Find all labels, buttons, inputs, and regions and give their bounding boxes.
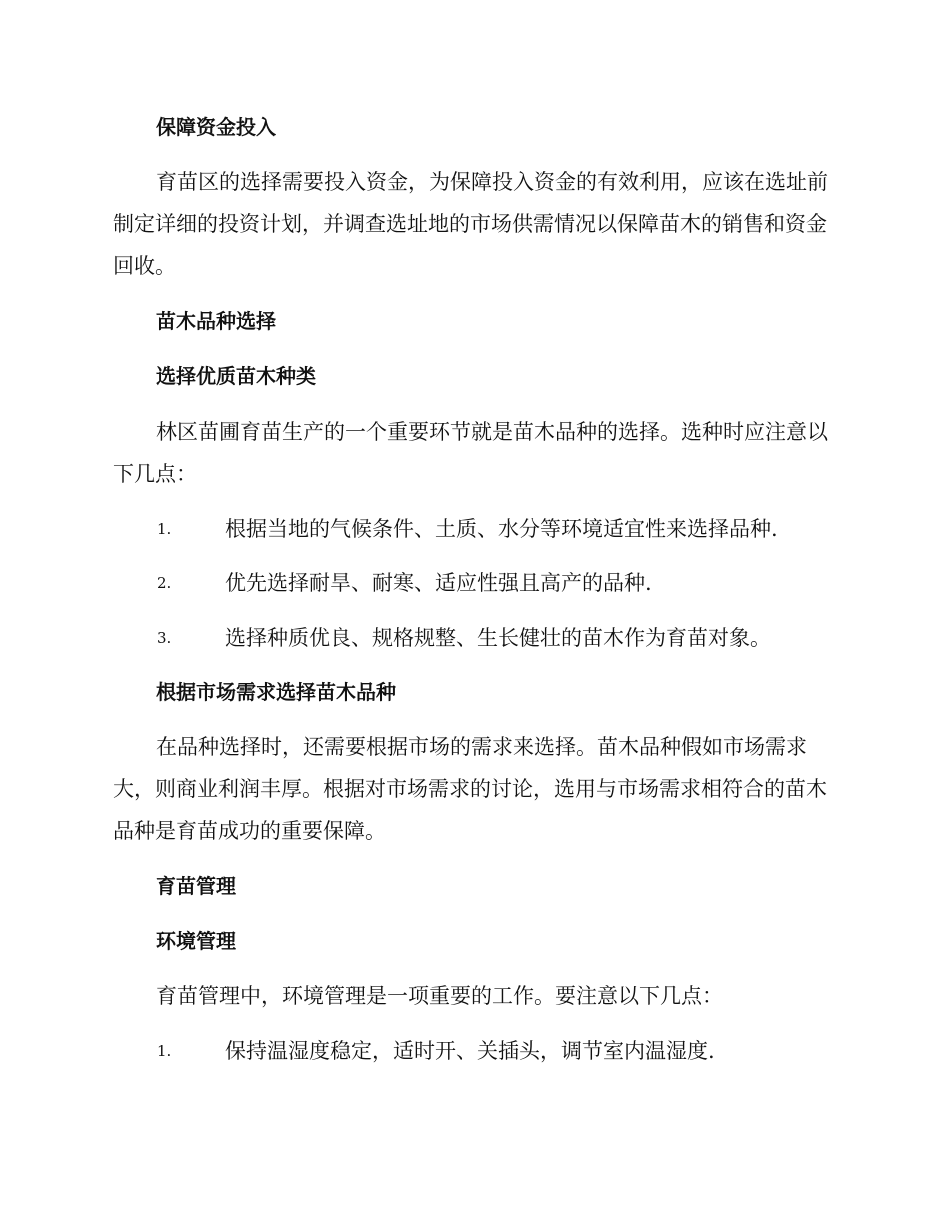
paragraph-funding: 育苗区的选择需要投入资金，为保障投入资金的有效利用，应该在选址前制定详细的投资计划，并调查选址地的市场供需情况以保障苗木的销售和资金回收。 bbox=[113, 170, 828, 278]
list-text: 选择种质优良、规格规整、生长健壮的苗木作为育苗对象。 bbox=[225, 626, 771, 650]
list-text: 保持温湿度稳定，适时开、关插头，调节室内温湿度. bbox=[225, 1039, 715, 1063]
heading-nursery-management: 育苗管理 bbox=[156, 874, 236, 898]
list-text: 根据当地的气候条件、土质、水分等环境适宜性来选择品种. bbox=[225, 517, 778, 541]
heading-environment-management: 环境管理 bbox=[156, 929, 236, 953]
paragraph-environment-intro: 育苗管理中，环境管理是一项重要的工作。要注意以下几点： bbox=[156, 984, 723, 1008]
heading-variety-selection: 苗木品种选择 bbox=[156, 309, 276, 333]
heading-funding: 保障资金投入 bbox=[156, 115, 276, 139]
paragraph-market-demand: 在品种选择时，还需要根据市场的需求来选择。苗木品种假如市场需求大，则商业利润丰厚。根据对市场需求的讨论，选用与市场需求相符合的苗木品种是育苗成功的重要保障。 bbox=[113, 735, 827, 843]
list-text: 优先选择耐旱、耐寒、适应性强且高产的品种. bbox=[225, 571, 652, 595]
list-number: 3. bbox=[157, 629, 172, 647]
heading-quality-varieties: 选择优质苗木种类 bbox=[156, 364, 316, 388]
list-number: 1. bbox=[157, 520, 172, 538]
list-number: 1. bbox=[157, 1042, 172, 1060]
paragraph-variety-intro: 林区苗圃育苗生产的一个重要环节就是苗木品种的选择。选种时应注意以下几点： bbox=[113, 420, 828, 486]
list-number: 2. bbox=[157, 574, 172, 592]
heading-market-demand: 根据市场需求选择苗木品种 bbox=[156, 680, 396, 704]
